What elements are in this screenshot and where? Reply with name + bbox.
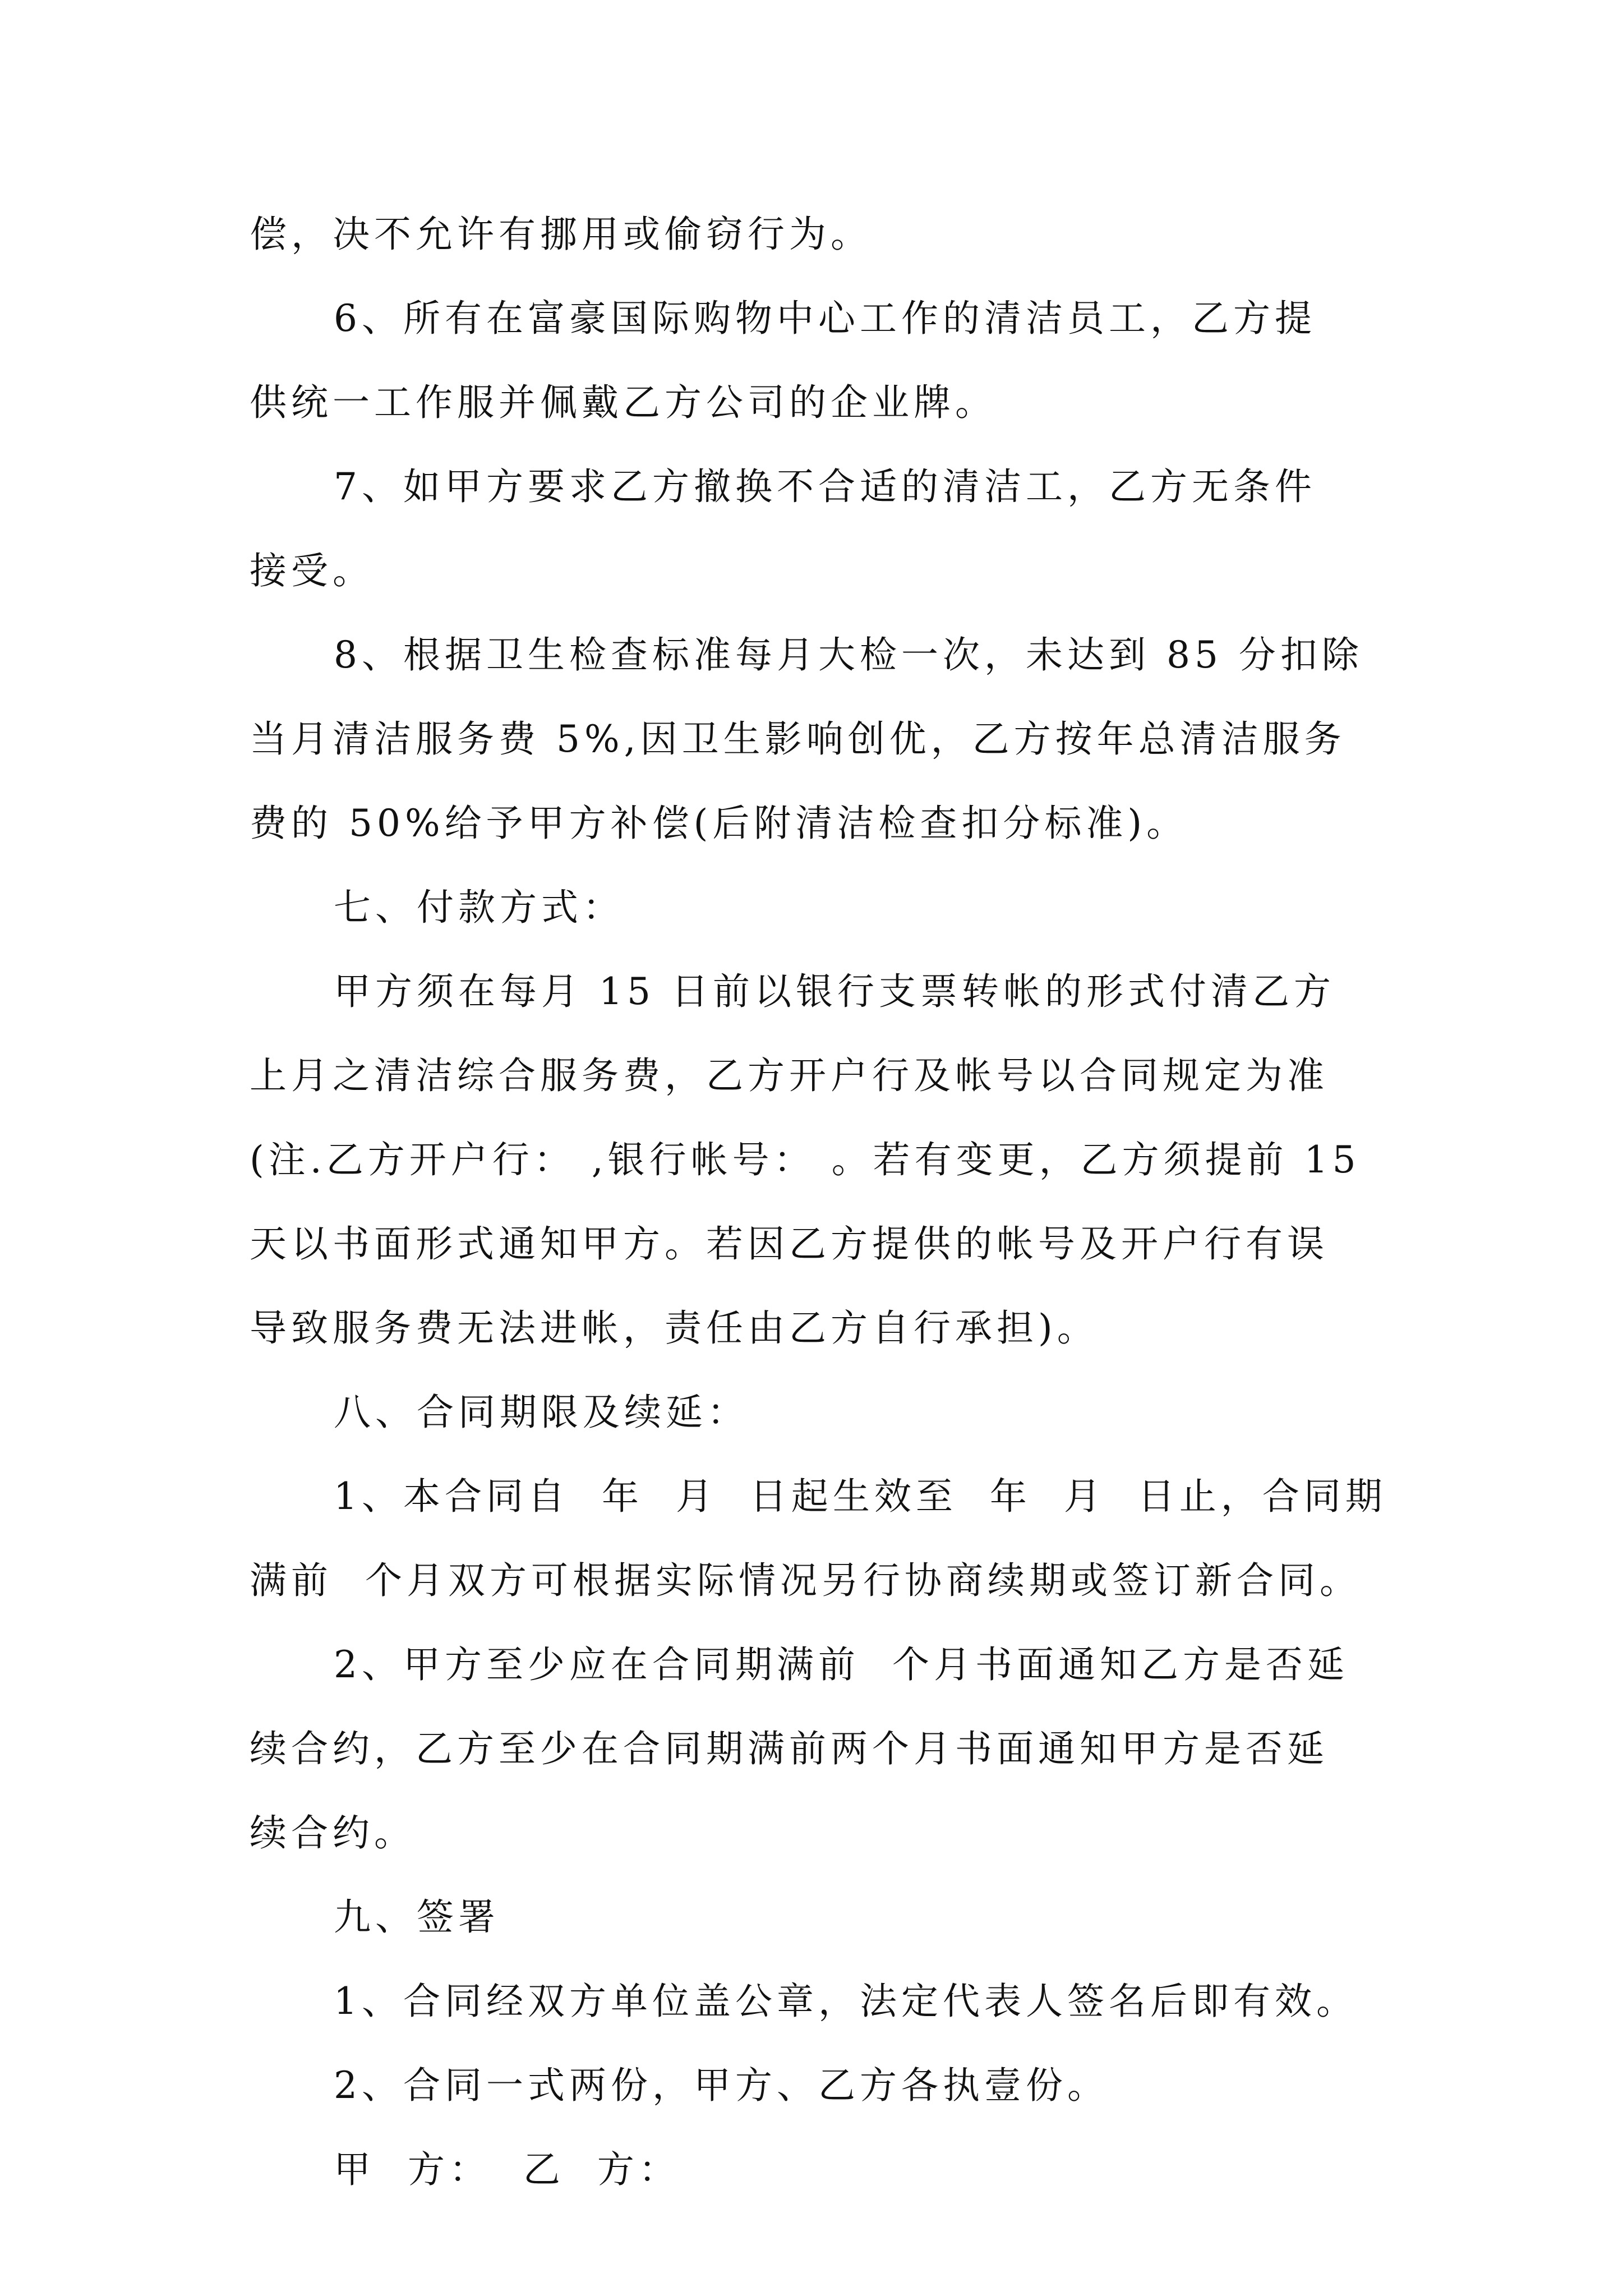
text-line: 偿，决不允许有挪用或偷窃行为。 bbox=[250, 213, 872, 256]
text-line: 满前 个月双方可根据实际情况另行协商续期或签订新合同。 bbox=[250, 1559, 1361, 1602]
signature-line: 甲 方： 乙 方： bbox=[334, 2148, 680, 2191]
text-line: (注.乙方开户行： ,银行帐号： 。若有变更，乙方须提前 15 bbox=[250, 1138, 1361, 1181]
section-heading: 九、签署 bbox=[334, 1895, 500, 1939]
text-line: 上月之清洁综合服务费，乙方开户行及帐号以合同规定为准 bbox=[250, 1054, 1329, 1097]
text-line: 续合约，乙方至少在合同期满前两个月书面通知甲方是否延 bbox=[250, 1727, 1329, 1770]
text-line: 续合约。 bbox=[250, 1811, 416, 1855]
section-heading: 八、合同期限及续延： bbox=[334, 1391, 749, 1434]
text-line: 7、如甲方要求乙方撤换不合适的清洁工，乙方无条件 bbox=[334, 465, 1316, 508]
text-line: 费的 50%给予甲方补偿(后附清洁检查扣分标准)。 bbox=[250, 802, 1188, 845]
text-line: 1、本合同自 年 月 日起生效至 年 月 日止，合同期 bbox=[334, 1475, 1387, 1518]
text-line: 天以书面形式通知甲方。若因乙方提供的帐号及开户行有误 bbox=[250, 1222, 1329, 1266]
text-line: 2、甲方至少应在合同期满前 个月书面通知乙方是否延 bbox=[334, 1643, 1349, 1686]
section-heading: 七、付款方式： bbox=[334, 886, 624, 929]
text-line: 1、合同经双方单位盖公章，法定代表人签名后即有效。 bbox=[334, 1980, 1358, 2023]
text-line: 2、合同一式两份，甲方、乙方各执壹份。 bbox=[334, 2064, 1109, 2107]
text-line: 导致服务费无法进帐，责任由乙方自行承担)。 bbox=[250, 1306, 1099, 1350]
text-line: 当月清洁服务费 5%,因卫生影响创优，乙方按年总清洁服务 bbox=[250, 717, 1346, 761]
text-line: 8、根据卫生检查标准每月大检一次，未达到 85 分扣除 bbox=[334, 633, 1363, 677]
text-line: 接受。 bbox=[250, 549, 374, 592]
text-line: 6、所有在富豪国际购物中心工作的清洁员工，乙方提 bbox=[334, 297, 1316, 340]
text-line: 甲方须在每月 15 日前以银行支票转帐的形式付清乙方 bbox=[334, 970, 1335, 1013]
text-line: 供统一工作服并佩戴乙方公司的企业牌。 bbox=[250, 381, 997, 424]
